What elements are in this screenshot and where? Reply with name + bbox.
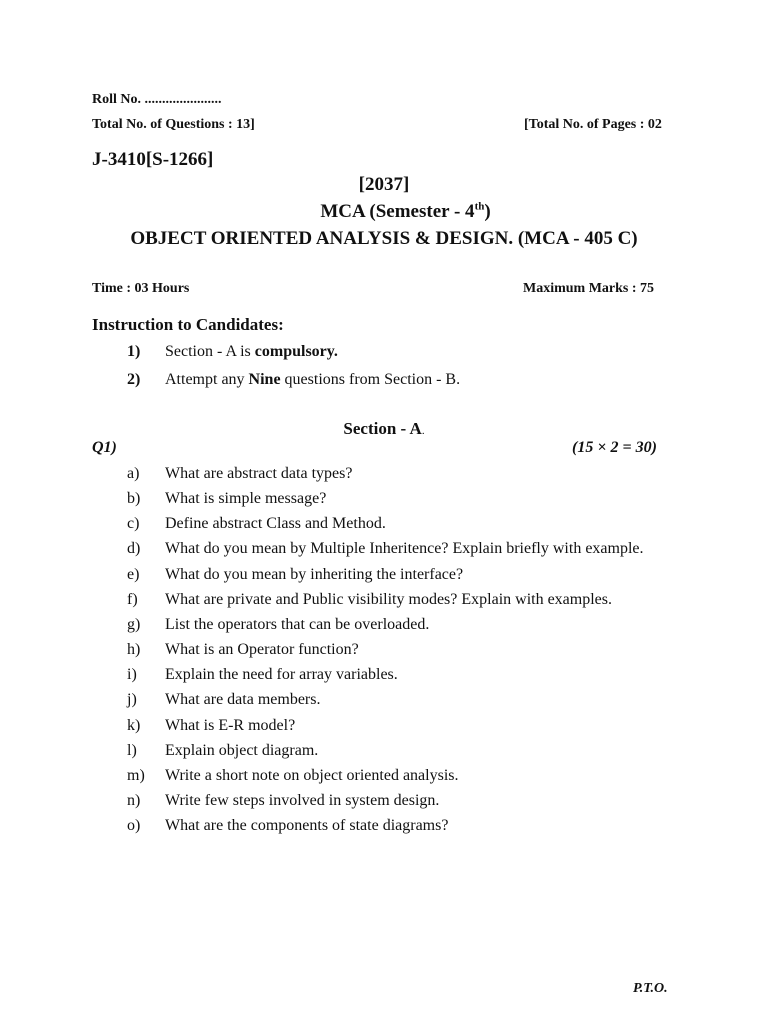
paper-code: J-3410[S-1266] bbox=[92, 149, 214, 170]
list-item bbox=[0, 767, 768, 789]
instructions-heading: Instruction to Candidates: bbox=[92, 315, 284, 334]
item-text: What are private and Public visibility modes? Explain with examples. bbox=[165, 591, 612, 608]
item-letter: g) bbox=[127, 616, 141, 633]
item-text: What do you mean by inheriting the interface? bbox=[165, 566, 464, 583]
section-a-dot: . bbox=[421, 425, 425, 437]
item-text: What are data members. bbox=[165, 691, 321, 708]
list-item bbox=[0, 742, 768, 764]
item-letter: k) bbox=[127, 717, 141, 734]
course-sup: th bbox=[474, 200, 485, 213]
list-item bbox=[0, 540, 768, 562]
item-text: What is simple message? bbox=[165, 490, 327, 507]
list-item bbox=[0, 490, 768, 512]
instruction-emph: compulsory. bbox=[254, 343, 338, 360]
item-letter: i) bbox=[127, 666, 137, 683]
course-suffix: ) bbox=[484, 201, 491, 222]
section-a-label: Section - A bbox=[343, 419, 422, 438]
instruction-text bbox=[165, 371, 460, 389]
instruction-emph: Nine bbox=[248, 371, 281, 388]
list-item bbox=[0, 792, 768, 814]
item-letter: h) bbox=[127, 641, 141, 658]
total-questions: Total No. of Questions : 13] bbox=[92, 117, 255, 132]
list-item bbox=[0, 691, 768, 713]
item-letter: l) bbox=[127, 742, 137, 759]
section-a-heading bbox=[0, 419, 768, 439]
list-item bbox=[0, 465, 768, 487]
item-letter: m) bbox=[127, 767, 145, 784]
max-marks: Maximum Marks : 75 bbox=[523, 281, 655, 296]
item-text: Explain the need for array variables. bbox=[165, 666, 398, 683]
item-letter: e) bbox=[127, 566, 140, 583]
item-text: Write few steps involved in system design. bbox=[165, 792, 440, 809]
item-letter: f) bbox=[127, 591, 138, 608]
instruction-number: 2) bbox=[127, 371, 141, 388]
list-item bbox=[0, 566, 768, 588]
list-item bbox=[0, 666, 768, 688]
item-letter: n) bbox=[127, 792, 141, 809]
item-text: What are abstract data types? bbox=[165, 465, 353, 482]
list-item bbox=[0, 817, 768, 839]
item-text: What is E-R model? bbox=[165, 717, 296, 734]
paper-number: [2037] bbox=[358, 174, 410, 195]
item-letter: j) bbox=[127, 691, 137, 708]
item-text: List the operators that can be overloaded. bbox=[165, 616, 430, 633]
item-text: Write a short note on object oriented analysis. bbox=[165, 767, 459, 784]
instruction-after: questions from Section - B. bbox=[280, 371, 461, 388]
list-item bbox=[0, 515, 768, 537]
item-text: What is an Operator function? bbox=[165, 641, 359, 658]
course-prefix: MCA (Semester - 4 bbox=[320, 201, 475, 222]
item-text: Define abstract Class and Method. bbox=[165, 515, 386, 532]
item-letter: o) bbox=[127, 817, 141, 834]
total-pages: [Total No. of Pages : 02 bbox=[524, 117, 662, 132]
list-item bbox=[0, 591, 768, 613]
instruction-item bbox=[127, 371, 140, 389]
roll-no: Roll No. ...................... bbox=[92, 92, 222, 107]
instruction-before: Attempt any bbox=[165, 371, 249, 388]
instruction-before: Section - A is bbox=[165, 343, 255, 360]
list-item bbox=[0, 641, 768, 663]
item-letter: b) bbox=[127, 490, 141, 507]
pto-footer: P.T.O. bbox=[633, 981, 668, 996]
instruction-number: 1) bbox=[127, 343, 141, 360]
item-text: What are the components of state diagrams? bbox=[165, 817, 449, 834]
item-letter: d) bbox=[127, 540, 141, 557]
list-item bbox=[0, 616, 768, 638]
instruction-text bbox=[165, 343, 338, 361]
item-letter: a) bbox=[127, 465, 140, 482]
exam-time: Time : 03 Hours bbox=[92, 281, 190, 296]
item-text: Explain object diagram. bbox=[165, 742, 319, 759]
item-text: What do you mean by Multiple Inheritence? Explain briefly with example. bbox=[165, 540, 644, 557]
list-item bbox=[0, 717, 768, 739]
subject-title: OBJECT ORIENTED ANALYSIS & DESIGN. (MCA - 405 C) bbox=[130, 228, 638, 249]
instruction-item bbox=[127, 343, 140, 361]
item-letter: c) bbox=[127, 515, 140, 532]
question-marks: (15 × 2 = 30) bbox=[572, 439, 657, 456]
course-semester bbox=[0, 201, 768, 223]
question-label: Q1) bbox=[92, 439, 117, 456]
